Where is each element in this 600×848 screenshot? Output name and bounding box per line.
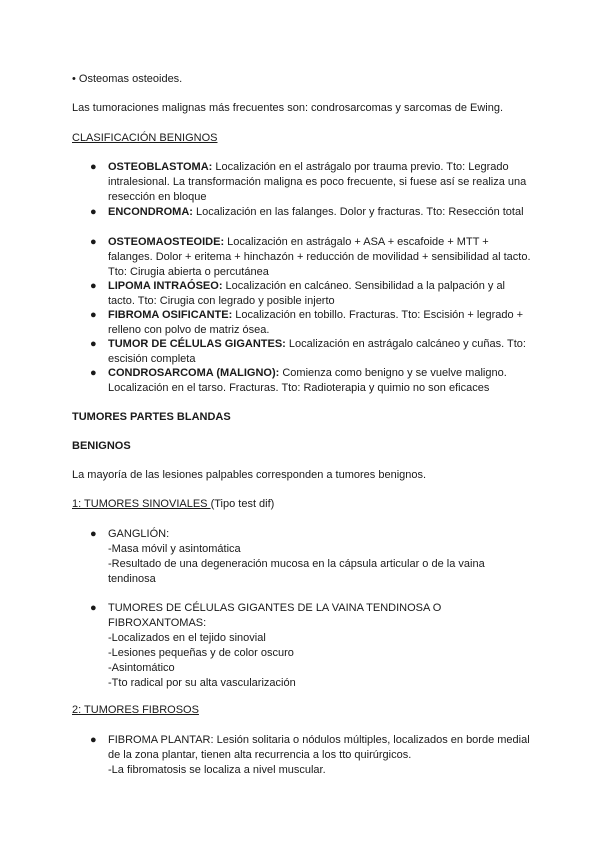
desc-osteoblastoma: Localización en el astrágalo por trauma previo. Tto: Legrado intralesional. La transformación maligna es poco frecuente, si fuese así se realiza una resección en bloque [108,161,527,203]
bullet-icon: ● [90,236,97,248]
list-item-lipoma-intraoseo [108,279,533,309]
list-item-celulas-gigantes-vaina [108,601,533,691]
bullet-icon: ● [90,309,97,321]
celulas-gigantes-line: -Lesiones pequeñas y de color oscuro [108,647,294,659]
sinoviales-note: (Tipo test dif) [210,498,275,510]
desc-encondroma: Localización en las falanges. Dolor y fracturas. Tto: Resección total [192,206,524,218]
desc-fibroma-osificante: Localización en tobillo. Fracturas. Tto: Escisión + legrado + relleno con polvo de matriz ósea. [108,309,524,336]
ganglion-title: GANGLIÓN: [108,528,170,540]
celulas-gigantes-line: -Localizados en el tejido sinovial [108,632,266,644]
bullet-icon: ● [90,280,97,292]
desc-condrosarcoma: Comienza como benigno y se vuelve maligno. Localización en el tarso. Fracturas. Tto: Radioterapia y quimio no son eficaces [108,367,507,394]
bullet-icon: ● [90,528,97,540]
list-item-ganglion [108,527,533,587]
celulas-gigantes-title: TUMORES DE CÉLULAS GIGANTES DE LA VAINA TENDINOSA O FIBROXANTOMAS: [108,602,442,629]
clasificacion-benignos-heading: CLASIFICACIÓN BENIGNOS [72,132,218,144]
bullet-icon: ● [90,734,97,746]
bullet-icon: ● [90,338,97,350]
list-item-tumor-celulas-gigantes [108,337,533,367]
malignant-sentence: Las tumoraciones malignas más frecuentes son: condrosarcomas y sarcomas de Ewing. [72,102,504,114]
desc-osteomaosteoide: Localización en astrágalo + ASA + escafoide + MTT + falanges. Dolor + eritema + hinchazón + reducción de movilidad + sensibilidad al tacto. Tto: Cirugia abierta o percutánea [108,236,531,278]
osteomas-bullet-line: • Osteomas osteoides. [72,73,183,85]
term-tumor-celulas-gigantes: TUMOR DE CÉLULAS GIGANTES: [108,338,286,350]
celulas-gigantes-line: -Tto radical por su alta vascularización [108,677,296,689]
bullet-icon: ● [90,602,97,614]
ganglion-line: -Resultado de una degeneración mucosa en la cápsula articular o de la vaina tendinosa [108,558,485,585]
fibroma-plantar-line: -La fibromatosis se localiza a nivel muscular. [108,764,326,776]
benignos-heading: BENIGNOS [72,440,131,452]
bullet-icon: ● [90,206,97,218]
mayoria-sentence: La mayoría de las lesiones palpables corresponden a tumores benignos. [72,469,427,481]
list-item-fibroma-osificante [108,308,533,338]
term-lipoma-intraoseo: LIPOMA INTRAÓSEO: [108,280,223,292]
tumores-fibrosos-heading: 2: TUMORES FIBROSOS [72,704,199,716]
bullet-icon: ● [90,367,97,379]
fibroma-plantar-title: FIBROMA PLANTAR: Lesión solitaria o nódulos múltiples, localizados en borde medial de la zona plantar, tienen alta recurrencia a los tto quirúrgicos. [108,734,530,761]
term-fibroma-osificante: FIBROMA OSIFICANTE: [108,309,233,321]
ganglion-line: -Masa móvil y asintomática [108,543,241,555]
sinoviales-heading-text: 1: TUMORES SINOVIALES [72,498,211,510]
tumores-sinoviales-heading [72,497,274,511]
list-item-fibroma-plantar [108,733,533,778]
list-item-osteoblastoma [108,160,533,205]
celulas-gigantes-line: -Asintomático [108,662,175,674]
tumores-partes-blandas-heading: TUMORES PARTES BLANDAS [72,411,231,423]
term-osteomaosteoide: OSTEOMAOSTEOIDE: [108,236,225,248]
desc-lipoma-intraoseo: Localización en calcáneo. Sensibilidad a la palpación y al tacto. Tto: Cirugia con legrado y posible injerto [108,280,506,307]
term-encondroma: ENCONDROMA: [108,206,193,218]
list-item-condrosarcoma [108,366,533,396]
desc-tumor-celulas-gigantes: Localización en astrágalo calcáneo y cuñas. Tto: escisión completa [108,338,526,365]
bullet-icon: ● [90,161,97,173]
list-item-osteomaosteoide [108,235,533,280]
list-item-encondroma [108,205,533,220]
term-condrosarcoma: CONDROSARCOMA (MALIGNO): [108,367,280,379]
term-osteoblastoma: OSTEOBLASTOMA: [108,161,213,173]
